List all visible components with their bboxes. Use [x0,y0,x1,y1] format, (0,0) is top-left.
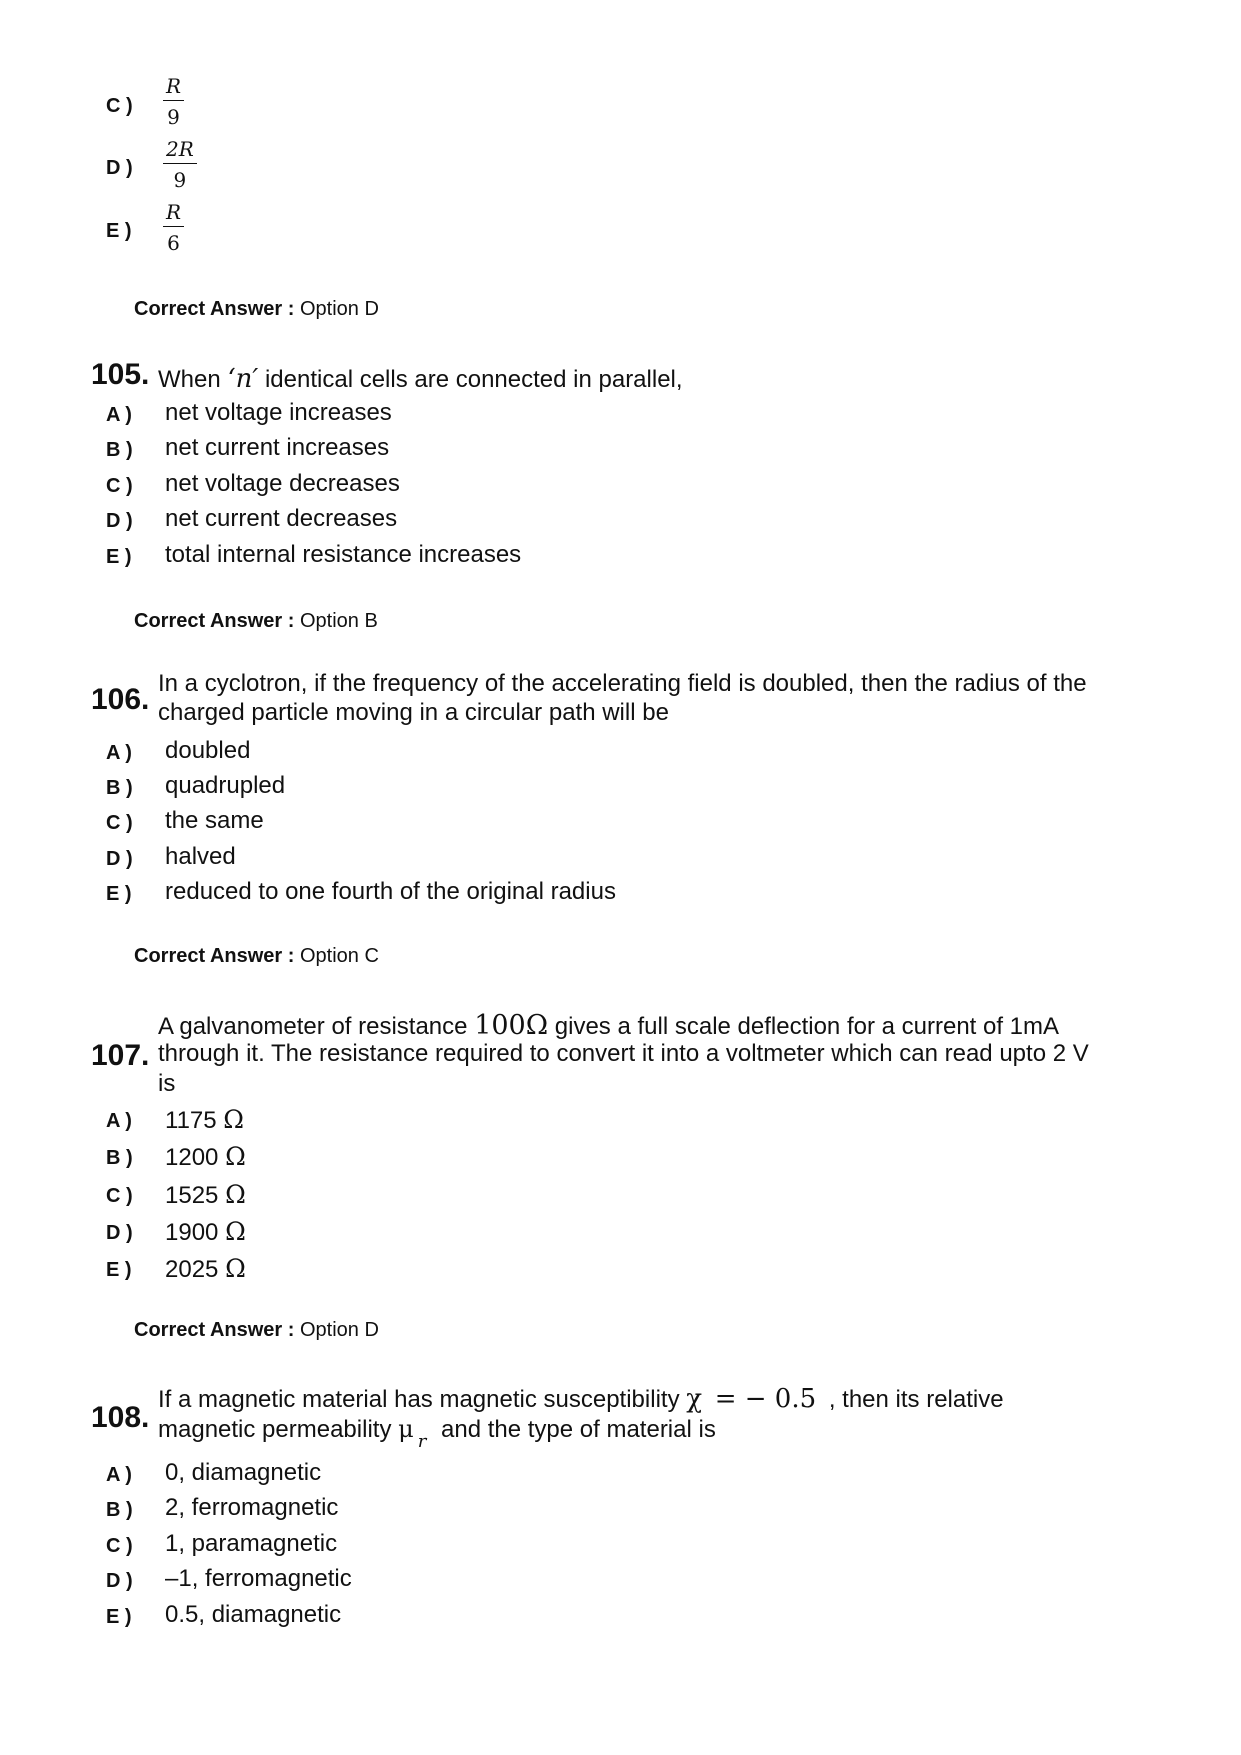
question-text-part: and the type of material is [441,1416,716,1443]
option-fraction [163,76,184,127]
question-text-line [158,1010,1059,1041]
option-letter: D ) [106,848,133,870]
correct-answer-value: Option D [299,1319,379,1341]
option-fraction [163,139,197,190]
option-text [165,1217,246,1247]
option-text [165,1180,246,1210]
option-text: halved [165,843,236,870]
question-text-part: gives a full scale deflection for a current of 1mA [554,1013,1060,1040]
fraction-numerator: R [163,76,184,101]
correct-answer-label: Correct Answer : [134,945,295,967]
correct-answer-label: Correct Answer : [134,610,295,632]
option-text: quadrupled [165,772,286,799]
question-text-line [158,1384,1004,1414]
option-value: 1175 [165,1107,217,1134]
question-text-part: magnetic permeability [158,1416,392,1443]
chi-symbol: χ [686,1384,703,1414]
fraction-denominator: 9 [173,168,187,192]
option-text: net voltage decreases [165,470,400,497]
ohm-unit: Ω [225,1180,246,1209]
option-text: 1, paramagnetic [165,1530,338,1557]
option-text: 0.5, diamagnetic [165,1601,342,1628]
question-text-part: , then its relative [828,1386,1004,1413]
option-letter: C ) [106,1185,133,1207]
option-text [165,1142,246,1172]
question-text-line: is [158,1070,176,1097]
ohm-unit: Ω [225,1254,246,1283]
correct-answer-value: Option C [299,945,379,967]
question-text-part: A galvanometer of resistance [158,1013,468,1040]
option-letter: A ) [106,742,132,764]
option-text: reduced to one fourth of the original radius [165,878,616,905]
option-letter: C ) [106,95,133,117]
fraction-numerator: R [163,202,184,227]
ohm-unit: Ω [223,1105,245,1134]
math-expression: ‘n′ [227,364,259,394]
option-letter: B ) [106,439,133,461]
option-text: the same [165,807,264,834]
option-letter: B ) [106,1499,133,1521]
option-letter: C ) [106,475,133,497]
option-value: 1525 [165,1182,219,1209]
question-number: 107. [91,1039,150,1072]
question-text-part: If a magnetic material has magnetic susceptibility [158,1386,680,1413]
fraction-numerator: 2R [163,139,197,164]
option-letter: C ) [106,812,133,834]
option-text: 0, diamagnetic [165,1459,322,1486]
option-text: total internal resistance increases [165,541,522,568]
correct-answer-value: Option D [299,298,379,320]
option-letter: E ) [106,1606,132,1628]
option-letter: D ) [106,157,133,179]
question-text [158,364,683,394]
question-number: 106. [91,683,150,716]
question-text-line [158,1415,716,1452]
option-letter: A ) [106,1464,132,1486]
question-text-part: identical cells are connected in parallel, [264,366,683,393]
math-expression: 100Ω [474,1010,549,1041]
option-text: doubled [165,737,251,764]
option-text: 2, ferromagnetic [165,1494,339,1521]
fraction-denominator: 9 [167,105,180,129]
option-letter: E ) [106,546,132,568]
option-letter: D ) [106,1222,133,1244]
option-letter: E ) [106,220,132,242]
option-letter: B ) [106,1147,133,1169]
question-number: 105. [91,358,150,391]
correct-answer [134,610,378,633]
option-letter: A ) [106,1110,132,1132]
option-fraction [163,202,184,253]
option-value: 1900 [165,1219,219,1246]
correct-answer [134,1319,379,1342]
option-letter: C ) [106,1535,133,1557]
question-text-line: In a cyclotron, if the frequency of the accelerating field is doubled, then the radius of the [158,670,1087,697]
option-letter: B ) [106,777,133,799]
option-letter: E ) [106,883,132,905]
option-value: 2025 [165,1256,219,1283]
option-letter: D ) [106,1570,133,1592]
option-text: –1, ferromagnetic [165,1565,352,1592]
option-text: net voltage increases [165,399,392,426]
option-value: 1200 [165,1144,219,1171]
question-number: 108. [91,1401,150,1434]
correct-answer [134,298,379,321]
subscript-r: r [417,1430,427,1452]
correct-answer-label: Correct Answer : [134,298,295,320]
option-text: net current decreases [165,505,398,532]
correct-answer [134,945,379,968]
option-text: net current increases [165,434,390,461]
ohm-unit: Ω [225,1142,246,1171]
correct-answer-label: Correct Answer : [134,1319,295,1341]
question-text-line: charged particle moving in a circular path will be [158,699,669,726]
ohm-unit: Ω [225,1217,246,1246]
mu-symbol: μ [398,1415,414,1443]
fraction-denominator: 6 [167,231,180,255]
question-text-line: through it. The resistance required to convert it into a voltmeter which can read upto 2 V [158,1040,1089,1067]
math-expression: = − 0.5 [714,1384,817,1414]
option-text [165,1105,244,1135]
option-letter: E ) [106,1259,132,1281]
option-text [165,1254,246,1284]
correct-answer-value: Option B [299,610,378,632]
option-letter: D ) [106,510,133,532]
question-text-part: When [158,366,221,393]
option-letter: A ) [106,404,132,426]
